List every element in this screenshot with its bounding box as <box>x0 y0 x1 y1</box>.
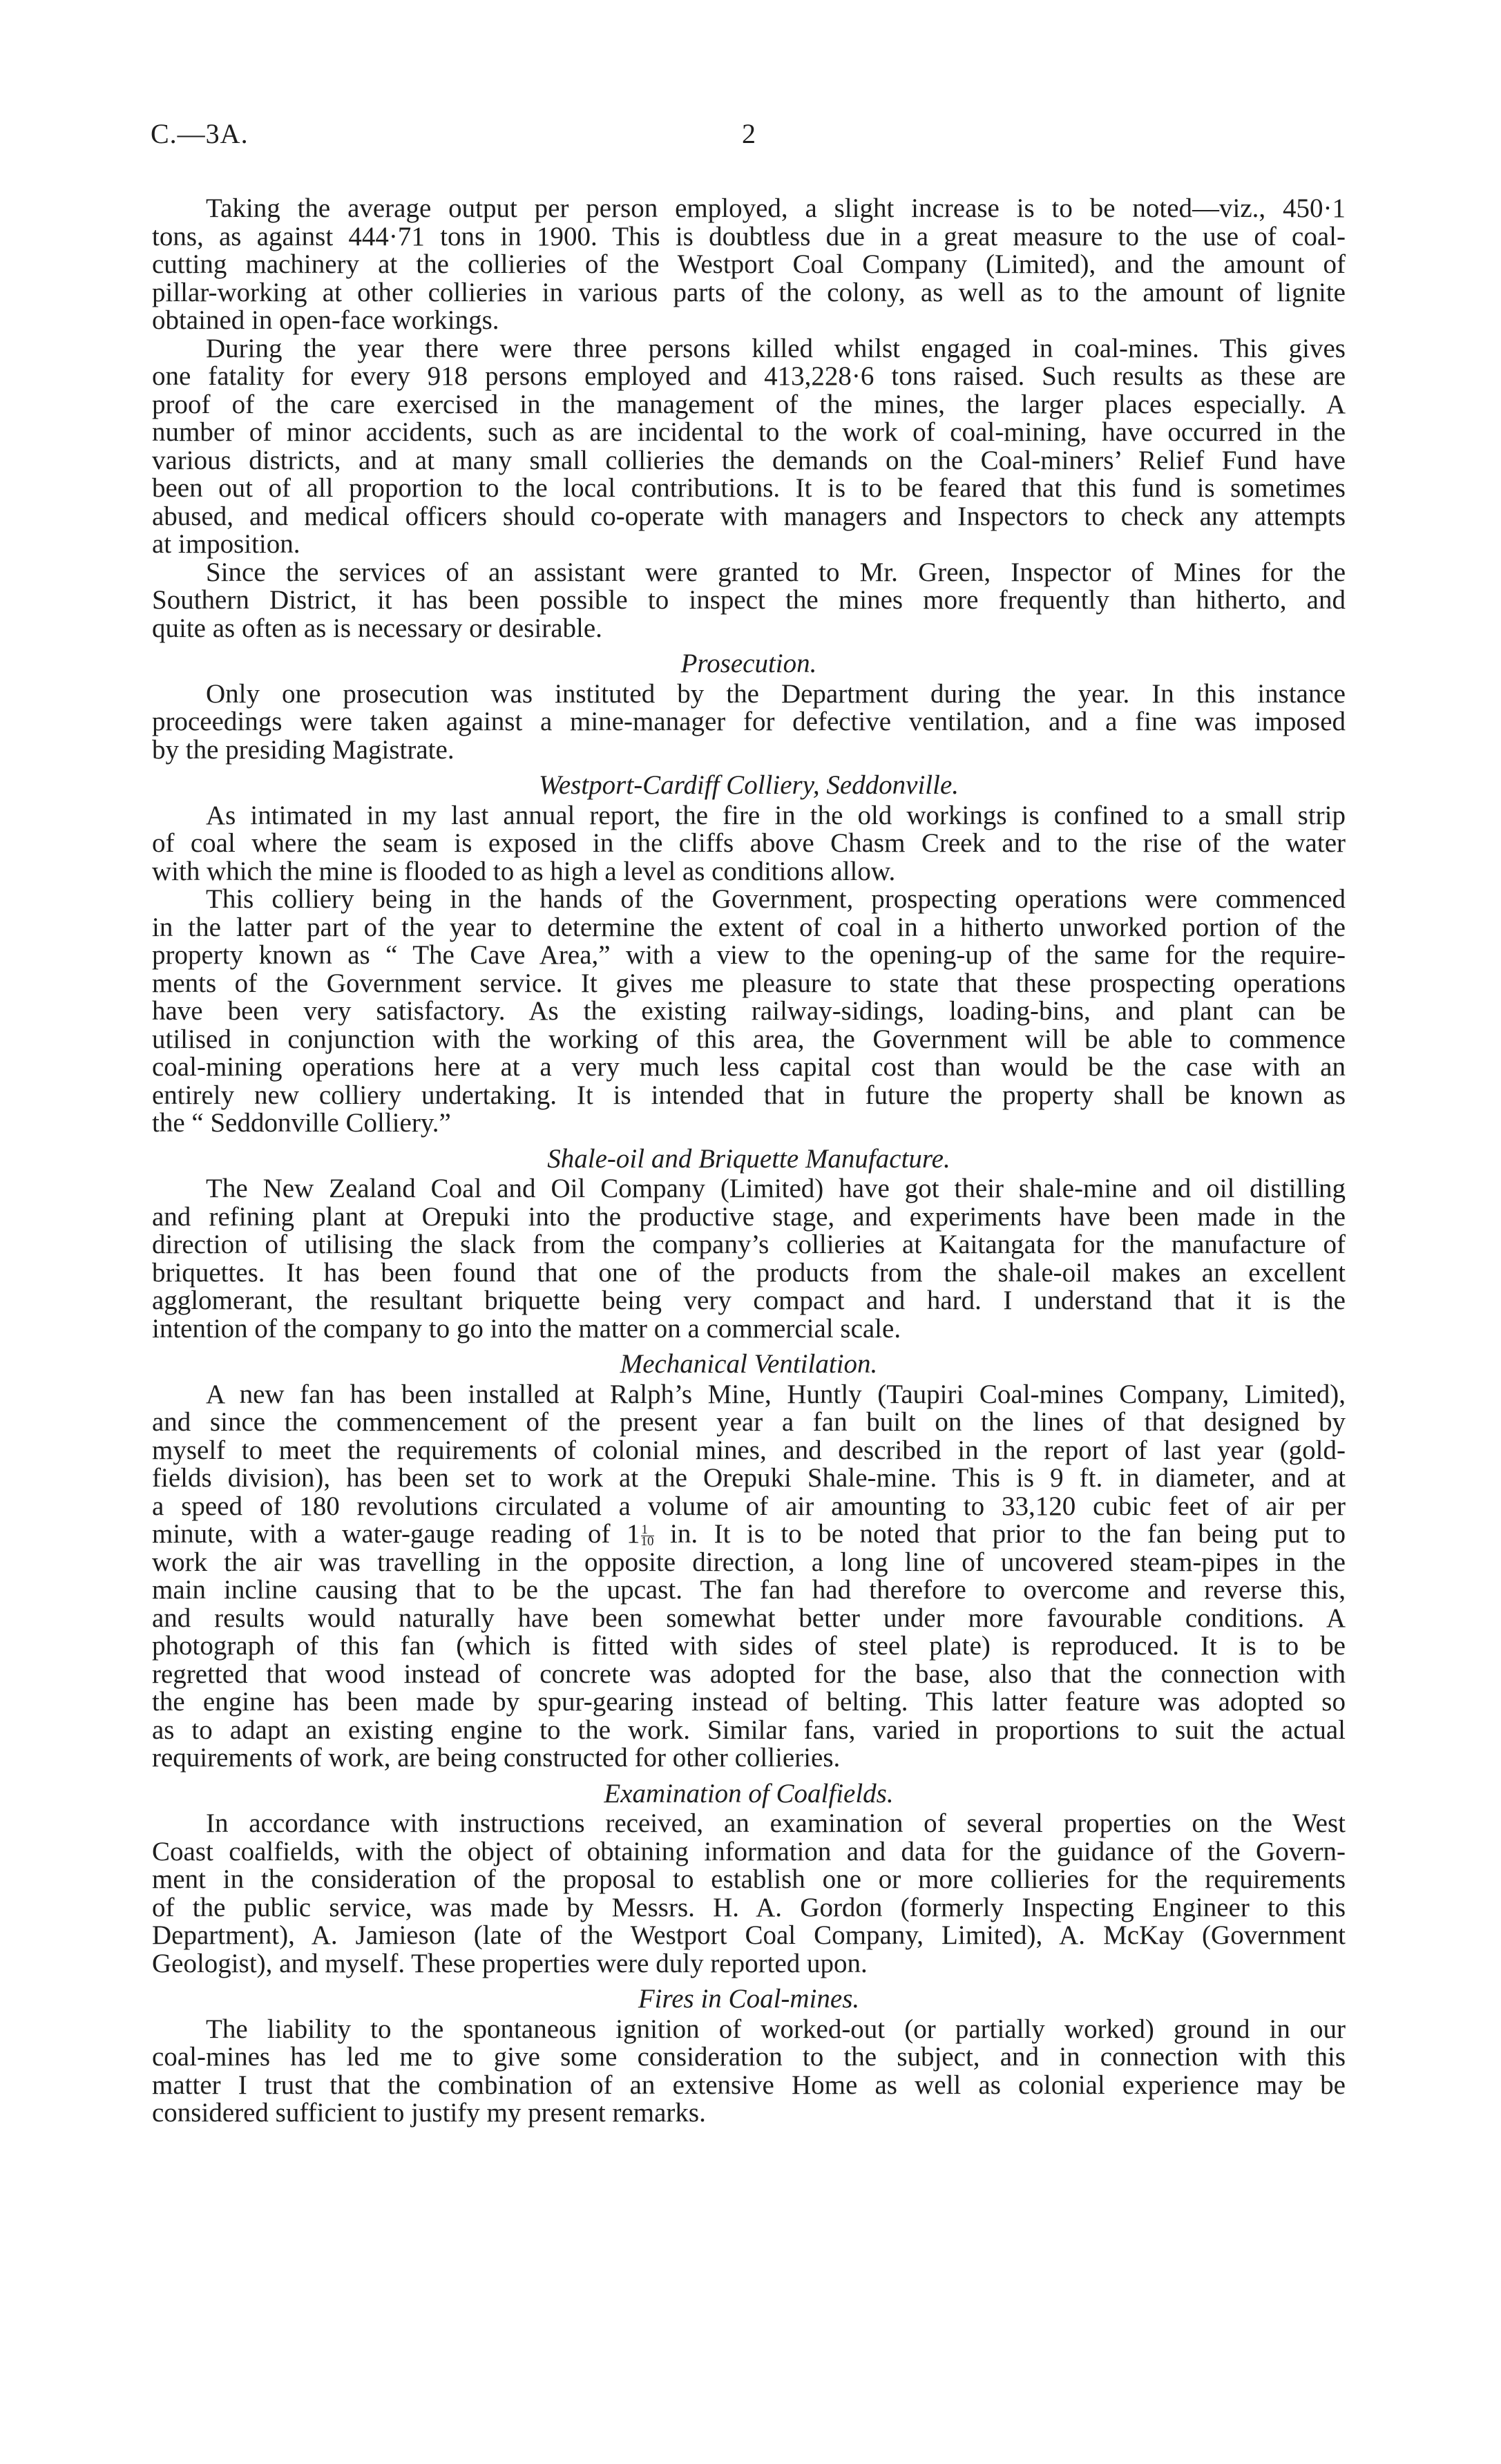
text-line: with which the mine is flooded to as high a level as conditions allow. <box>152 856 896 886</box>
section-heading: Westport-Cardiff Colliery, Seddonville. <box>538 770 959 800</box>
text-line: various districts, and at many small collieries the demands on the Coal-miners’ Relief Fund have <box>152 445 1346 475</box>
paragraph <box>152 1175 1346 1343</box>
text-line: briquettes. It has been found that one of the products from the shale-oil makes an excellent <box>152 1257 1346 1288</box>
section-prosecution <box>152 650 1346 764</box>
fraction-numerator: 1 <box>641 1525 654 1536</box>
text-line: Department), A. Jamieson (late of the Westport Coal Company, Limited), A. McKay (Government <box>152 1920 1346 1950</box>
section-westport-cardiff <box>152 772 1346 1138</box>
paragraph <box>152 2016 1346 2128</box>
text-line <box>152 1520 1346 1549</box>
text-line: The liability to the spontaneous ignition of worked-out (or partially worked) ground in our <box>206 2014 1346 2044</box>
text-line: direction of utilising the slack from the company’s collieries at Kaitangata for the manufacture of <box>152 1230 1346 1259</box>
text-line: abused, and medical officers should co-operate with managers and Inspectors to check any attempts <box>152 501 1346 531</box>
text-line: as to adapt an existing engine to the work. Similar fans, varied in proportions to suit the actual <box>152 1715 1346 1745</box>
section-heading: Prosecution. <box>680 649 817 678</box>
text-line: requirements of work, are being constructed for other collieries. <box>152 1743 841 1773</box>
text-line: Southern District, it has been possible to inspect the mines more frequently than hitherto, and <box>152 585 1346 615</box>
text-line: Geologist), and myself. These properties were duly reported upon. <box>152 1948 868 1978</box>
text-line: property known as “ The Cave Area,” with a view to the opening-up of the same for the require- <box>152 940 1346 970</box>
page-header <box>0 117 1501 151</box>
section-heading: Mechanical Ventilation. <box>620 1349 878 1379</box>
text-line: the “ Seddonville Colliery.” <box>152 1108 451 1138</box>
section-mechanical-ventilation <box>152 1350 1346 1773</box>
text-line: coal-mining operations here at a very much less capital cost than would be the case with an <box>152 1052 1346 1082</box>
line-text-after-fraction: in. It is to be noted that prior to the fan being put to <box>653 1519 1346 1549</box>
text-line: tons, as against 444·71 tons in 1900. This is doubtless due in a great measure to the use of coal- <box>152 221 1346 251</box>
text-line: pillar-working at other collieries in various parts of the colony, as well as to the amount of lignite <box>152 277 1346 307</box>
text-line: of the public service, was made by Messrs. H. A. Gordon (formerly Inspecting Engineer to this <box>152 1892 1346 1922</box>
fraction <box>640 1522 654 1549</box>
text-line: Since the services of an assistant were granted to Mr. Green, Inspector of Mines for the <box>206 557 1346 587</box>
text-line: fields division), has been set to work at the Orepuki Shale-mine. This is 9 ft. in diameter, and at <box>152 1463 1346 1493</box>
text-line: In accordance with instructions received, an examination of several properties on the West <box>206 1808 1346 1838</box>
text-line: the engine has been made by spur-gearing instead of belting. This latter feature was adopted so <box>152 1687 1346 1717</box>
text-line: obtained in open-face workings. <box>152 305 499 335</box>
text-line: intention of the company to go into the matter on a commercial scale. <box>152 1313 901 1344</box>
fraction-denominator: 10 <box>640 1534 654 1549</box>
text-line: matter I trust that the combination of an extensive Home as well as colonial experience may be <box>152 2070 1346 2100</box>
text-line: Taking the average output per person employed, a slight increase is to be noted—viz., 450·1 <box>206 193 1346 223</box>
text-line: in the latter part of the year to determine the extent of coal in a hitherto unworked portion of the <box>152 912 1346 942</box>
section-intro <box>152 195 1346 642</box>
text-line: ment in the consideration of the proposal to establish one or more collieries for the requirements <box>152 1864 1346 1894</box>
paragraph <box>152 335 1346 559</box>
page-body <box>152 195 1346 2128</box>
text-line: The New Zealand Coal and Oil Company (Limited) have got their shale-mine and oil distilling <box>206 1174 1346 1203</box>
text-line: proceedings were taken against a mine-manager for defective ventilation, and a fine was imposed <box>152 707 1346 736</box>
paragraph <box>152 195 1346 335</box>
text-line: A new fan has been installed at Ralph’s Mine, Huntly (Taupiri Coal-mines Company, Limited), <box>206 1379 1346 1409</box>
section-heading: Shale-oil and Briquette Manufacture. <box>547 1143 950 1174</box>
text-line: regretted that wood instead of concrete was adopted for the base, also that the connection with <box>152 1659 1346 1689</box>
text-line: of coal where the seam is exposed in the cliffs above Chasm Creek and to the rise of the water <box>152 828 1346 858</box>
text-line: by the presiding Magistrate. <box>152 734 455 765</box>
section-fires-in-coal-mines <box>152 1985 1346 2128</box>
section-shale-oil <box>152 1145 1346 1344</box>
text-line: considered sufficient to justify my present remarks. <box>152 2098 706 2128</box>
text-line: As intimated in my last annual report, the fire in the old workings is confined to a small strip <box>206 800 1346 830</box>
paragraph <box>152 559 1346 643</box>
text-line: ments of the Government service. It gives me pleasure to state that these prospecting operations <box>152 968 1346 998</box>
line-text-before-fraction: minute, with a water-gauge reading of 1 <box>152 1519 640 1549</box>
text-line: work the air was travelling in the opposite direction, a long line of uncovered steam-pipes in the <box>152 1547 1346 1577</box>
text-line: have been very satisfactory. As the existing railway-sidings, loading-bins, and plant can be <box>152 996 1346 1026</box>
section-examination-of-coalfields <box>152 1780 1346 1978</box>
text-line: and since the commencement of the present year a fan built on the lines of that designed by <box>152 1407 1346 1437</box>
text-line: agglomerant, the resultant briquette being very compact and hard. I understand that it is the <box>152 1286 1346 1315</box>
text-line: number of minor accidents, such as are incidental to the work of coal-mining, have occurred in the <box>152 417 1346 447</box>
page-number: 2 <box>742 118 756 149</box>
section-heading: Examination of Coalfields. <box>604 1778 894 1808</box>
text-line: cutting machinery at the collieries of the Westport Coal Company (Limited), and the amount of <box>152 249 1346 279</box>
text-line: entirely new colliery undertaking. It is intended that in future the property shall be known as <box>152 1080 1346 1110</box>
text-line: quite as often as is necessary or desirable. <box>152 613 602 643</box>
paragraph <box>152 1381 1346 1773</box>
text-line: photograph of this fan (which is fitted with sides of steel plate) is reproduced. It is to be <box>152 1631 1346 1661</box>
text-line: main incline causing that to be the upcast. The fan had therefore to overcome and reverse this, <box>152 1575 1346 1605</box>
text-line: at imposition. <box>152 529 300 559</box>
report-code: C.—3A. <box>151 118 249 149</box>
text-line: a speed of 180 revolutions circulated a volume of air amounting to 33,120 cubic feet of air per <box>152 1491 1346 1521</box>
text-line: Coast coalfields, with the object of obtaining information and data for the guidance of the Govern- <box>152 1836 1346 1866</box>
text-line: proof of the care exercised in the management of the mines, the larger places especially. A <box>152 389 1346 419</box>
text-line: This colliery being in the hands of the Government, prospecting operations were commenced <box>206 884 1346 914</box>
text-line: Only one prosecution was instituted by the Department during the year. In this instance <box>206 678 1346 709</box>
text-line: coal-mines has led me to give some consideration to the subject, and in connection with this <box>152 2042 1346 2072</box>
paragraph <box>152 680 1346 765</box>
section-heading: Fires in Coal-mines. <box>638 1984 860 2014</box>
paragraph <box>152 802 1346 886</box>
paragraph <box>152 1810 1346 1978</box>
text-line: utilised in conjunction with the working of this area, the Government will be able to commence <box>152 1024 1346 1054</box>
text-line: and results would naturally have been somewhat better under more favourable conditions. A <box>152 1603 1346 1633</box>
text-line: and refining plant at Orepuki into the productive stage, and experiments have been made in the <box>152 1201 1346 1232</box>
text-line: myself to meet the requirements of colonial mines, and described in the report of last year (gold- <box>152 1435 1346 1465</box>
text-line: been out of all proportion to the local contributions. It is to be feared that this fund is sometimes <box>152 473 1346 503</box>
paragraph <box>152 886 1346 1138</box>
text-line: one fatality for every 918 persons employed and 413,228·6 tons raised. Such results as these are <box>152 361 1346 391</box>
text-line: During the year there were three persons killed whilst engaged in coal-mines. This gives <box>206 333 1346 363</box>
